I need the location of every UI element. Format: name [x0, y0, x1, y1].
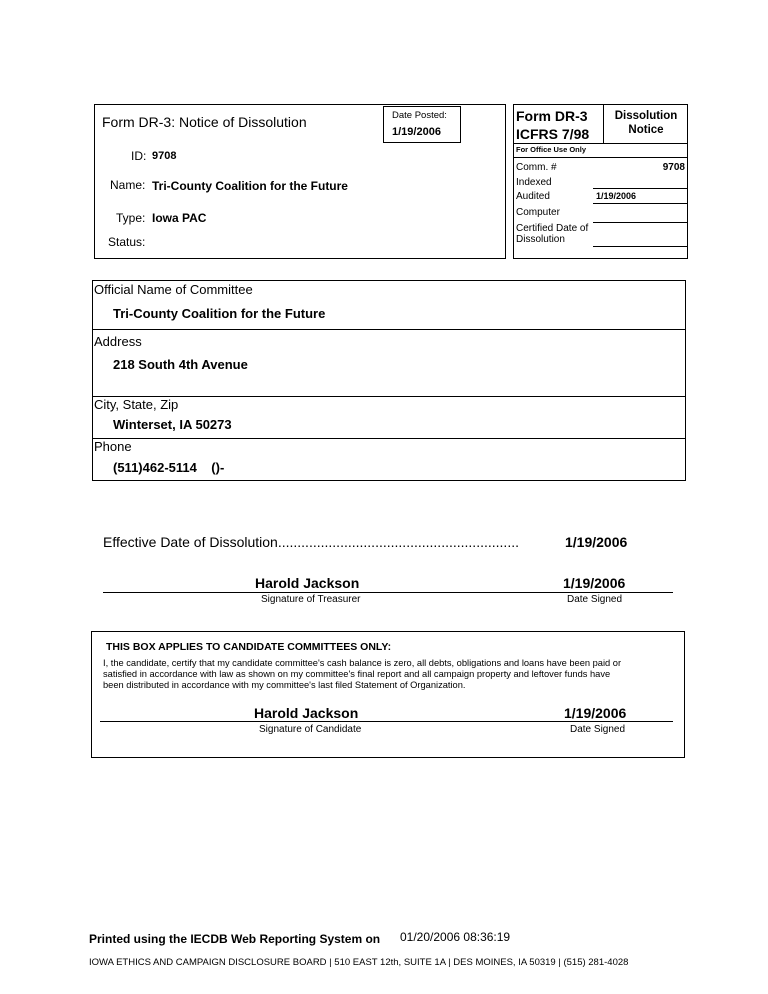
- address-label: Address: [94, 334, 142, 349]
- board-line: IOWA ETHICS AND CAMPAIGN DISCLOSURE BOARD | 510 EAST 12th, SUITE 1A | DES MOINES, IA 50319 | (515) 281-4028: [89, 957, 629, 968]
- committee-divider-1: [93, 329, 685, 330]
- treasurer-date-signed-label: Date Signed: [567, 594, 623, 605]
- office-use-label: For Office Use Only: [516, 145, 587, 154]
- comm-label: Comm. #: [516, 162, 557, 173]
- official-name: Tri-County Coalition for the Future: [113, 306, 326, 321]
- notice-line2: Notice: [628, 124, 664, 136]
- treasurer-date: 1/19/2006: [563, 575, 626, 591]
- phone-label: Phone: [94, 439, 132, 454]
- candidate-box: [91, 631, 685, 758]
- form-code: Form DR-3: [516, 108, 588, 124]
- indexed-label: Indexed: [516, 177, 552, 188]
- status-label: Status:: [108, 235, 146, 249]
- date-posted-label: Date Posted:: [392, 110, 447, 121]
- city-label: City, State, Zip: [94, 397, 179, 412]
- printed-timestamp: 01/20/2006 08:36:19: [400, 930, 511, 944]
- notice-line1: Dissolution: [614, 110, 678, 122]
- candidate-signature-line: [100, 721, 673, 722]
- type-label: Type:: [116, 211, 146, 225]
- office-divider-top: [514, 143, 687, 144]
- comm-value: 9708: [662, 162, 685, 173]
- certification-line-2: satisfied in accordance with law as shown on my committee's final report and all campaign property and leftover funds have: [103, 669, 611, 679]
- committee-box: [92, 280, 686, 481]
- form-version: ICFRS 7/98: [516, 126, 590, 142]
- name-value: Tri-County Coalition for the Future: [152, 179, 348, 193]
- certification-line-3: been distributed in accordance with my committee's last filed Statement of Organization.: [103, 680, 466, 690]
- office-divider-2: [514, 157, 687, 158]
- candidate-date-signed-label: Date Signed: [570, 724, 626, 735]
- indexed-line: [593, 188, 687, 189]
- treasurer-signature-line: [103, 592, 673, 593]
- type-value: Iowa PAC: [152, 211, 207, 225]
- committee-divider-3: [93, 438, 685, 439]
- certification-line-1: I, the candidate, certify that my candidate committee's cash balance is zero, all debts, obligations and loans have been paid or: [103, 658, 622, 668]
- effective-date-value: 1/19/2006: [565, 534, 628, 550]
- office-use-box: [513, 104, 688, 259]
- certified-line2: Dissolution: [516, 234, 565, 245]
- date-posted-value: 1/19/2006: [392, 126, 441, 138]
- city-value: Winterset, IA 50273: [113, 417, 232, 432]
- committee-divider-2: [93, 396, 685, 397]
- audited-label: Audited: [516, 191, 550, 202]
- audited-line: [593, 203, 687, 204]
- phone-value: (511)462-5114 ()-: [113, 460, 225, 475]
- effective-date-label: Effective Date of Dissolution..............................................................: [103, 534, 519, 550]
- printed-label: Printed using the IECDB Web Reporting System on: [89, 932, 381, 946]
- treasurer-sig-label: Signature of Treasurer: [261, 594, 361, 605]
- certified-line: [593, 246, 687, 247]
- id-value: 9708: [152, 150, 177, 162]
- official-name-label: Official Name of Committee: [94, 282, 253, 297]
- id-label: ID:: [131, 149, 147, 163]
- candidate-date: 1/19/2006: [564, 705, 627, 721]
- date-posted-box: [383, 106, 461, 143]
- computer-line: [593, 222, 687, 223]
- form-title: Form DR-3: Notice of Dissolution: [102, 114, 307, 130]
- treasurer-name: Harold Jackson: [255, 575, 360, 591]
- audited-value: 1/19/2006: [596, 191, 637, 201]
- candidate-name: Harold Jackson: [254, 705, 359, 721]
- candidate-box-heading: THIS BOX APPLIES TO CANDIDATE COMMITTEES ONLY:: [106, 641, 392, 653]
- candidate-sig-label: Signature of Candidate: [259, 724, 362, 735]
- address-value: 218 South 4th Avenue: [113, 357, 248, 372]
- name-label: Name:: [110, 178, 146, 192]
- certified-line1: Certified Date of: [516, 223, 589, 234]
- computer-label: Computer: [516, 207, 560, 218]
